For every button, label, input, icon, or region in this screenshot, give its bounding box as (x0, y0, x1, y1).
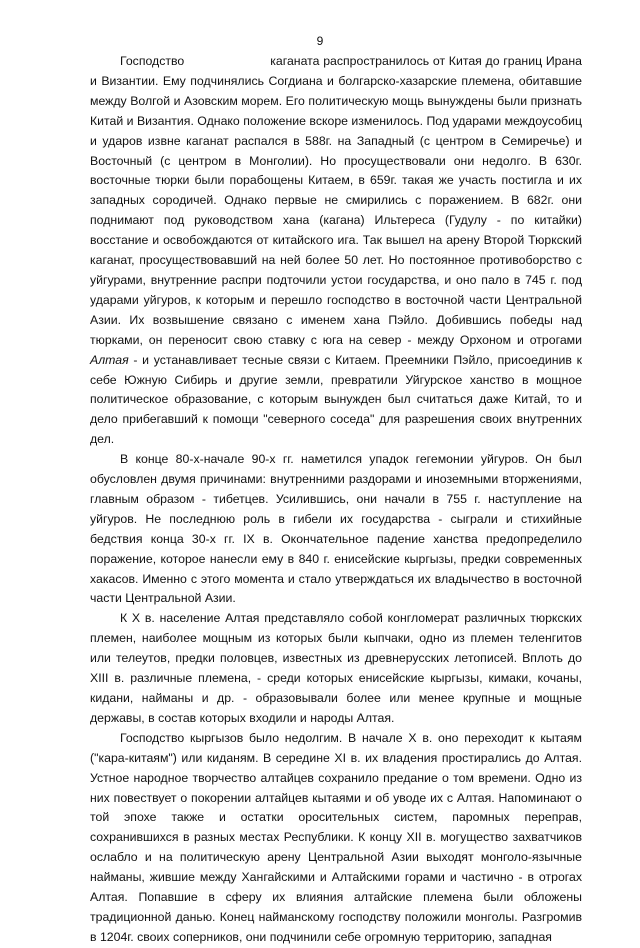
page-number: 9 (316, 34, 324, 48)
paragraph-2: В конце 80-х-начале 90-х гг. наметился упадок гегемонии уйгуров. Он был обусловлен двумя причинами: внутренними раздорами и иноземными вторжениями, главным образом - тибетцев. Усилившись, они начали в 755 г. наступление на уйгуров. Не последнюю роль в гибели их государства - сыграли и стихийные бедствия конца 30-х гг. IX в. Окончательное падение ханства предопределило поражение, которое нанесли ему в 840 г. енисейские кыргызы, предки современных хакасов. Именно с этого момента и стало утверждаться их владычество в восточной части Центральной Азии. (90, 452, 582, 606)
italic-word-altai: Алтая (90, 352, 129, 367)
paragraph-1-end: - и устанавливает тесные связи с Китаем. Преемники Пэйло, присоединив к себе Южную Сибирь и другие земли, превратили Уйгурское ханство в мощное политическое образование, с которым вынужден был считаться даже Китай, то и дело прибегавший к помощи "северного соседа" для разрешения своих внутренних дел. (90, 352, 582, 447)
paragraph-1-start: Господство (120, 54, 185, 68)
paragraph-1-middle: каганата распространилось от Китая до границ Ирана и Византии. Ему подчинялись Согдиана и болгарско-хазарские племена, обитавшие между Волгой и Азовским морем. Его политическую мощь вынуждены были признать Китай и Византия. Однако положение вскоре изменилось. Под ударами междоусобиц и ударов извне каганат распался в 588г. на Западный (с центром в Семиречье) и Восточный (с центром в Монголии). Но просуществовали они недолго. В 630г. восточные тюрки были порабощены Китаем, в 659г. такая же участь постигла и их западных сородичей. Однако первые не смирились с поражением. В 682г. они поднимают под руководством хана (кагана) Ильтереса (Гудулу - по китайки) восстание и освобождаются от китайского ига. Так вышел на арену Второй Тюркский каганат, просуществовавший на ней более 50 лет. Но постоянное противоборство с уйгурами, внутренние распри подточили устои государства, и оно пало в 745 г. под ударами уйгуров, к которым и перешло господство в восточной части Центральной Азии. Их возвышение связано с именем хана Пэйло. Добившись победы над тюрками, он переносит свою ставку с юга на север - между Орхоном и отрогами (90, 54, 582, 347)
paragraph-1 (90, 52, 582, 450)
paragraph-3: К Х в. население Алтая представляло собой конгломерат различных тюркских племен, наиболее мощным из которых были кыпчаки, одно из племен теленгитов или телеутов, предки половцев, известных из древнерусских летописей. Вплоть до XIII в. различные племена, - среди которых енисейские кыргызы, кимаки, кочаны, кидани, найманы и др. - образовывали более или менее крупные и мощные державы, в состав которых входили и народы Алтая. (90, 611, 582, 725)
body-text (90, 52, 582, 948)
paragraph-4: Господство кыргызов было недолгим. В начале Х в. оно переходит к кытаям ("кара-китаям") или киданям. В середине XI в. их владения простирались до Алтая. Устное народное творчество алтайцев сохранило предание о том времени. Одно из них повествует о покорении алтайцев кытаями и об уводе их с Алтая. Напоминают о той эпохе также и остатки оросительных систем, паромных переправ, сохранившихся в разных местах Республики. К концу XII в. могущество захватчиков ослабло и на политическую арену Центральной Азии выходят монголо-язычные найманы, жившие между Хангайскими и Алтайскими горами и частично - в отрогах Алтая. Попавшие в сферу их влияния алтайские племена были обложены традиционной данью. Конец найманскому господству положили монголы. Разгромив в 1204г. своих соперников, они подчинили себе огромную территорию, западная (90, 730, 582, 944)
